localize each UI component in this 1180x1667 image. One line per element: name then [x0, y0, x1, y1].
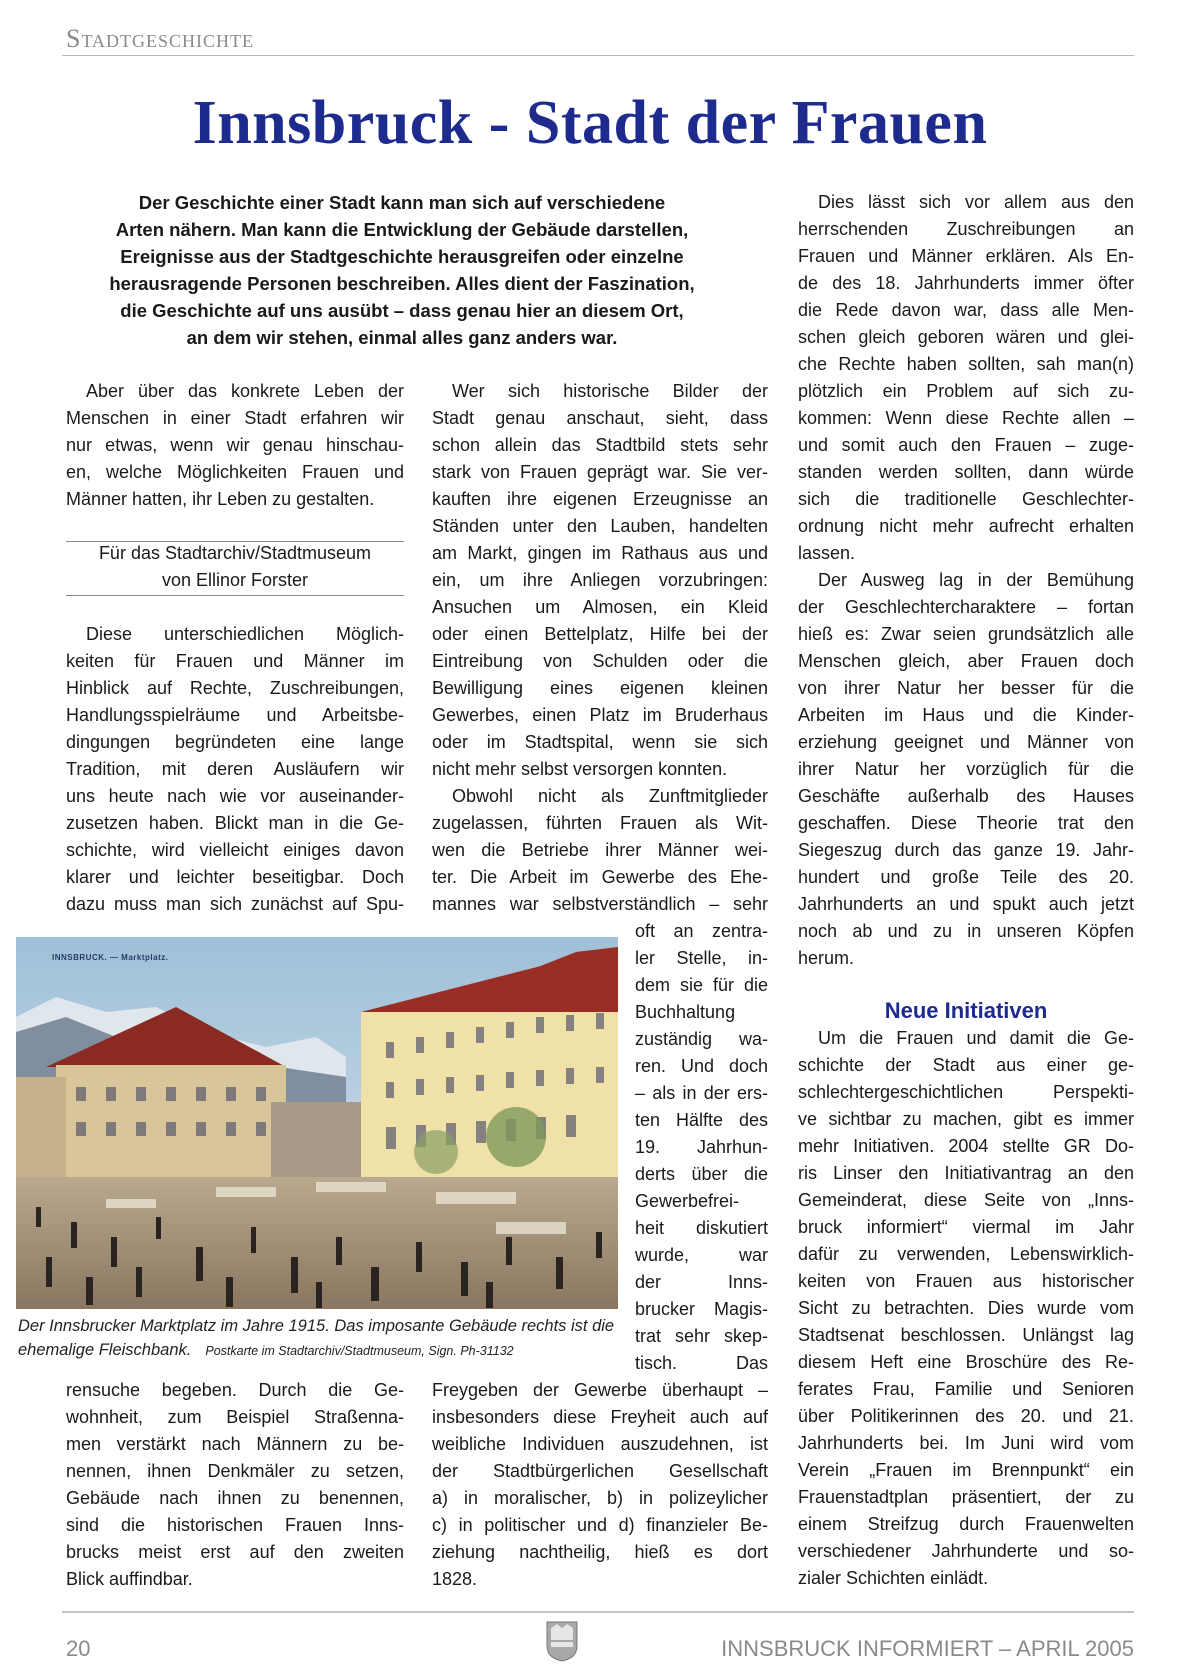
mid-p2-text: [432, 783, 768, 918]
text-line: de des 18. Jahrhunderts immer öfter: [798, 273, 1134, 293]
text-line: zuständig wa-: [635, 1029, 768, 1049]
text-line: Für das Stadtarchiv/Stadtmuseum: [98, 543, 372, 563]
text-line: insbesonders diese Freyheit auch auf: [432, 1407, 768, 1427]
text-line: wohnheit, zum Beispiel Straßenna-: [66, 1407, 404, 1427]
text-line: weibliche Individuen auszudehnen, ist: [432, 1434, 768, 1454]
text-line: hundert und große Teile des 20.: [798, 867, 1134, 887]
text-line: Tradition, mit deren Ausläufern wir: [66, 759, 404, 779]
text-line: hieß es: Zwar seien grundsätzlich alle: [798, 624, 1134, 644]
text-line: schichte, wird vielleicht einiges davon: [66, 840, 404, 860]
text-line: schichte der Stadt aus einer ge-: [798, 1055, 1134, 1075]
text-line: schlechtergeschichtlichen Perspekti-: [798, 1082, 1134, 1102]
text-line: sind die historischen Frauen Inns-: [66, 1515, 404, 1535]
text-line: uns heute nach wie vor auseinander-: [66, 786, 404, 806]
text-line: kauften ihre eigenen Erzeugnisse an: [432, 489, 768, 509]
text-line: ren. Und doch: [635, 1056, 768, 1076]
text-line: trat sehr skep-: [635, 1326, 768, 1346]
marktplatz-photo: [16, 937, 618, 1309]
text-line: nur etwas, wenn wir genau hinschau-: [66, 435, 404, 455]
text-line: Ansuchen um Almosen, ein Kleid: [432, 597, 768, 617]
text-line: Hinblick auf Rechte, Zuschreibungen,: [66, 678, 404, 698]
text-line: Buchhaltung: [635, 1002, 736, 1022]
text-line: oder im Stadtspital, wenn sie sich: [432, 732, 768, 752]
header-rule: [62, 55, 1134, 56]
text-line: schon allein das Stadtbild stets sehr: [432, 435, 768, 455]
text-line: schen gleich geboren wären und glei-: [798, 327, 1134, 347]
text-line: Um die Frauen und damit die Ge-: [818, 1028, 1134, 1048]
text-line: brucks meist erst auf den zweiten: [66, 1542, 404, 1562]
text-line: Gebäude nach ihnen zu benennen,: [66, 1488, 404, 1508]
text-line: an dem wir stehen, einmal alles ganz anders war.: [186, 327, 618, 348]
section-heading: Neue Initiativen: [884, 998, 1048, 1023]
text-line: Der Geschichte einer Stadt kann man sich auf verschiedene: [138, 192, 666, 213]
text-line: noch ab und zu in unseren Köpfen: [798, 921, 1134, 941]
text-line: wurde, war: [635, 1245, 768, 1265]
text-line: sich die traditionelle Geschlechter-: [798, 489, 1134, 509]
footer-rule: [62, 1611, 1134, 1613]
caption-text: Der Innsbrucker Marktplatz im Jahre 1915. Das imposante Gebäude rechts ist die ehemalige Fleischbank.: [18, 1317, 615, 1359]
text-line: herrschenden Zuschreibungen an: [798, 219, 1134, 239]
text-line: Handlungsspielräume und Arbeitsbe-: [66, 705, 404, 725]
mid-p1-text: [432, 378, 768, 783]
text-line: Dies lässt sich vor allem aus den: [818, 192, 1134, 212]
text-line: Ereignisse aus der Stadtgeschichte herausgreifen oder einzelne: [120, 246, 684, 267]
left-bottom-text: [66, 1377, 404, 1593]
text-line: erziehung geeignet und Männer von: [798, 732, 1134, 752]
text-line: ihrer Natur her vorzüglich für die: [798, 759, 1134, 779]
text-line: klarer und leichter beseitigbar. Doch: [66, 867, 404, 887]
text-line: Stadt genau anschaut, sieht, dass: [432, 408, 768, 428]
text-line: Blick auffindbar.: [66, 1569, 193, 1589]
text-line: diesem Heft eine Broschüre des Re-: [798, 1352, 1134, 1372]
text-line: a) in moralischer, b) in polizeylicher: [432, 1488, 768, 1508]
text-line: oft an zentra-: [635, 921, 768, 941]
text-line: die Geschichte auf uns ausübt – dass genau hier an diesem Ort,: [120, 300, 684, 321]
text-line: 19. Jahrhun-: [635, 1137, 768, 1157]
text-line: dafür zu verwenden, Lebenswirklich-: [798, 1244, 1134, 1264]
text-line: Aber über das konkrete Leben der: [86, 381, 404, 401]
text-line: ve sichtbar zu machen, gibt es immer: [798, 1109, 1134, 1129]
text-line: zusetzen haben. Blickt man in die Ge-: [66, 813, 404, 833]
text-line: geschaffen. Diese Theorie trat den: [798, 813, 1134, 833]
text-line: und somit auch den Frauen – zuge-: [798, 435, 1134, 455]
text-line: ler Stelle, in-: [635, 948, 768, 968]
text-line: lassen.: [798, 543, 856, 563]
right-p3-text: [798, 1025, 1134, 1592]
text-line: kommen: Wenn diese Rechte allen –: [798, 408, 1134, 428]
text-line: Siegeszug durch das ganze 19. Jahr-: [798, 840, 1134, 860]
intro-text: [66, 189, 738, 351]
text-line: herausragende Personen beschreiben. Alles dient der Faszination,: [109, 273, 695, 294]
text-line: verschiedener Jahrhunderte und so-: [798, 1541, 1134, 1561]
text-line: ter. Die Arbeit im Gewerbe des Ehe-: [432, 867, 768, 887]
text-line: Gewerbefrei-: [635, 1191, 740, 1211]
photo-caption: [18, 1314, 638, 1363]
text-line: von Ellinor Forster: [161, 570, 309, 590]
text-line: Geschäfte außerhalb des Hauses: [798, 786, 1134, 806]
byline-rule-bottom: [66, 595, 404, 596]
page-title: Innsbruck - Stadt der Frauen: [192, 89, 988, 157]
text-line: – als in der ers-: [635, 1083, 768, 1103]
postcard-label: INNSBRUCK. — Marktplatz.: [52, 953, 169, 962]
text-line: der Inns-: [635, 1272, 768, 1292]
text-line: keiten von Frauen aus historischer: [798, 1271, 1134, 1291]
text-line: rensuche begeben. Durch die Ge-: [66, 1380, 404, 1400]
text-line: en, welche Möglichkeiten Frauen und: [66, 462, 404, 482]
text-line: heit diskutiert: [635, 1218, 768, 1238]
text-line: ein, um ihre Anliegen vorzubringen:: [432, 570, 768, 590]
text-line: Sicht zu betrachten. Dies wurde vom: [798, 1298, 1134, 1318]
text-line: die Rede davon war, dass alle Men-: [798, 300, 1134, 320]
text-line: Gewerbes, einen Platz im Bruderhaus: [432, 705, 768, 725]
text-line: zialer Schichten einlädt.: [798, 1568, 989, 1588]
text-line: Frauenstadtplan präsentiert, der zu: [798, 1487, 1134, 1507]
text-line: Obwohl nicht als Zunftmitglieder: [452, 786, 768, 806]
text-line: dingungen begründeten eine lange: [66, 732, 404, 752]
text-line: zugelassen, führten Frauen als Wit-: [432, 813, 768, 833]
text-line: bruck informiert“ viermal im Jahr: [798, 1217, 1134, 1237]
text-line: Männer hatten, ihr Leben zu gestalten.: [66, 489, 375, 509]
text-line: plötzlich ein Problem auf sich zu-: [798, 381, 1134, 401]
text-line: Stadtsenat beschlossen. Unlängst lag: [798, 1325, 1134, 1345]
text-line: der Geschlechtercharaktere – fortan: [798, 597, 1134, 617]
text-line: nennen, ihnen Denkmäler zu setzen,: [66, 1461, 404, 1481]
left-p1-text: [66, 378, 404, 513]
text-line: nicht mehr selbst versorgen konnten.: [432, 759, 728, 779]
text-line: Eintreibung von Schulden oder die: [432, 651, 768, 671]
byline-rule-top: [66, 541, 404, 542]
publication-name: INNSBRUCK INFORMIERT – APRIL 2005: [721, 1636, 1134, 1661]
text-line: Menschen in einer Stadt erfahren wir: [66, 408, 404, 428]
page-number: 20: [66, 1636, 91, 1661]
text-line: Bewilligung eines eigenen kleinen: [432, 678, 768, 698]
text-line: stark von Frauen geprägt war. Sie ver-: [432, 462, 768, 482]
right-p2-text: [798, 567, 1134, 972]
text-line: keiten für Frauen und Männer im: [66, 651, 404, 671]
text-line: mannes war selbstverständlich – sehr: [432, 894, 768, 914]
right-p1-text: [798, 189, 1134, 567]
text-line: wen die Betriebe ihrer Männer wei-: [432, 840, 768, 860]
text-line: 1828.: [432, 1569, 478, 1589]
mid-bottom-text: [432, 1377, 768, 1593]
text-line: Menschen gleich, aber Frauen doch: [798, 651, 1134, 671]
text-line: mehr Initiativen. 2004 stellte GR Do-: [798, 1136, 1134, 1156]
text-line: Gemeinderat, diese Seite von „Inns-: [798, 1190, 1134, 1210]
text-line: tisch. Das: [635, 1353, 768, 1373]
text-line: der Stadtbürgerlichen Gesellschaft: [432, 1461, 768, 1481]
text-line: Freygeben der Gewerbe überhaupt –: [432, 1380, 768, 1400]
text-line: dazu muss man sich zunächst auf Spu-: [66, 894, 404, 914]
text-line: einem Streifzug durch Frauenwelten: [798, 1514, 1134, 1534]
byline-text: [66, 540, 404, 594]
caption-source: Postkarte im Stadtarchiv/Stadtmuseum, Sign. Ph-31132: [205, 1344, 514, 1358]
text-line: oder einen Bettelplatz, Hilfe bei der: [432, 624, 768, 644]
text-line: Jahrhunderts an und spukt auch jetzt: [798, 894, 1134, 914]
text-line: Verein „Frauen im Brennpunkt“ ein: [798, 1460, 1134, 1480]
text-line: ten Hälfte des: [635, 1110, 768, 1130]
left-p2-text: [66, 621, 404, 918]
text-line: ris Linser den Initiativantrag an den: [798, 1163, 1134, 1183]
mid-narrow-text: [635, 918, 768, 1377]
text-line: ferates Frau, Familie und Senioren: [798, 1379, 1134, 1399]
text-line: Jahrhunderts bei. Im Juni wird vom: [798, 1433, 1134, 1453]
text-line: Der Ausweg lag in der Bemühung: [818, 570, 1134, 590]
coat-of-arms-icon: [545, 1620, 579, 1662]
text-line: am Markt, gingen im Rathaus aus und: [432, 543, 768, 563]
text-line: Ständen unter den Lauben, handelten: [432, 516, 768, 536]
text-line: men verstärkt nach Männern zu be-: [66, 1434, 404, 1454]
text-line: Arten nähern. Man kann die Entwicklung der Gebäude darstellen,: [115, 219, 689, 240]
text-line: che Rechte haben sollten, sah man(n): [798, 354, 1134, 374]
text-line: von ihrer Natur her besser für die: [798, 678, 1134, 698]
section-label: Stadtgeschichte: [66, 24, 255, 53]
text-line: ordnung nicht mehr aufrecht erhalten: [798, 516, 1134, 536]
text-line: Diese unterschiedlichen Möglich-: [86, 624, 404, 644]
text-line: Wer sich historische Bilder der: [452, 381, 768, 401]
text-line: über Politikerinnen des 20. und 21.: [798, 1406, 1134, 1426]
text-line: herum.: [798, 948, 855, 968]
text-line: Arbeiten im Haus und die Kinder-: [798, 705, 1134, 725]
text-line: ziehung nachtheilig, hieß es dort: [432, 1542, 768, 1562]
text-line: standen werden sollten, dann würde: [798, 462, 1134, 482]
text-line: derts über die: [635, 1164, 768, 1184]
text-line: Frauen und Männer erklären. Als En-: [798, 246, 1134, 266]
text-line: c) in politischer und d) finanzieler Be-: [432, 1515, 768, 1535]
text-line: dem sie für die: [635, 975, 768, 995]
text-line: brucker Magis-: [635, 1299, 768, 1319]
